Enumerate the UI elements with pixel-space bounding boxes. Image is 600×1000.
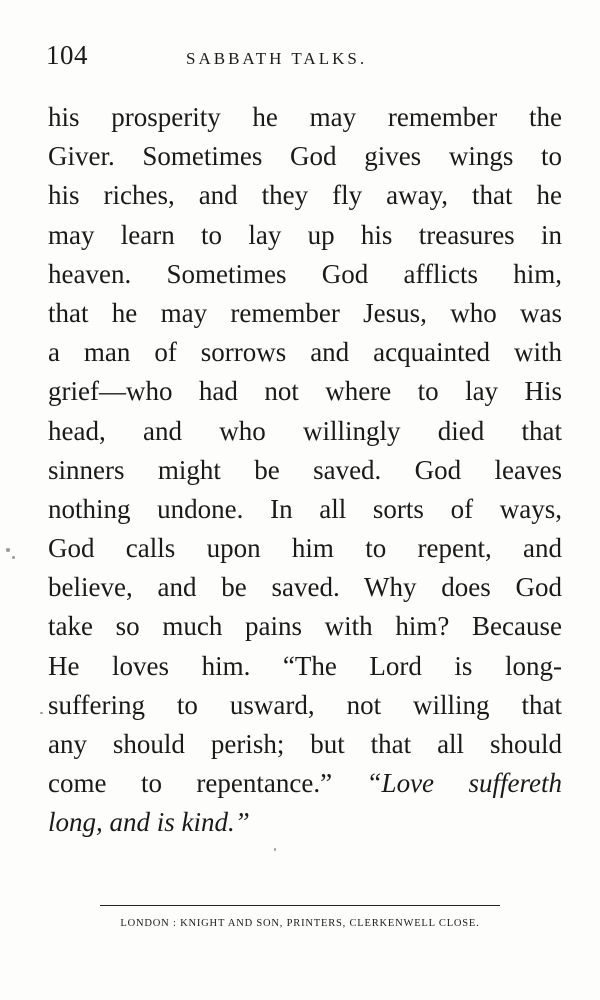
text-line: Giver. Sometimes God gives wings to: [48, 141, 562, 172]
text-line: heaven. Sometimes God afflicts him,: [48, 258, 562, 289]
body-text: [48, 98, 562, 843]
text-line: sinners might be saved. God leaves: [48, 454, 562, 485]
printer-imprint: LONDON : KNIGHT AND SON, PRINTERS, CLERKENWELL CLOSE.: [120, 918, 480, 929]
paper-speck: [12, 556, 15, 559]
footer-rule: [100, 905, 500, 906]
text-line: believe, and be saved. Why does God: [48, 572, 562, 603]
text-line-last: [48, 803, 562, 842]
running-head: SABBATH TALKS.: [186, 49, 368, 68]
page-number: 104: [46, 40, 88, 70]
paper-speck: [6, 548, 10, 552]
text-line: take so much pains with him? Because: [48, 611, 562, 642]
text-line: suffering to usward, not willing that: [48, 689, 562, 720]
paper-speck: [40, 712, 43, 714]
text-line: nothing undone. In all sorts of ways,: [48, 493, 562, 524]
text-line: may learn to lay up his treasures in: [48, 219, 562, 250]
text-line: his prosperity he may remember the: [48, 102, 562, 132]
page-header: [46, 40, 560, 76]
italic-quote-start: “Love suffereth: [366, 768, 562, 799]
paper-speck: [274, 848, 276, 851]
text-line-with-italic-quote: [48, 764, 562, 803]
text-line: God calls upon him to repent, and: [48, 533, 562, 564]
text-line: grief—who had not where to lay His: [48, 376, 562, 407]
text-line: any should perish; but that all should: [48, 729, 562, 759]
text-line: his riches, and they fly away, that he: [48, 180, 562, 211]
text-line: that he may remember Jesus, who was: [48, 297, 562, 328]
text-line: head, and who willingly died that: [48, 415, 562, 446]
text-line: He loves him. “The Lord is long-: [48, 650, 562, 681]
text-line: a man of sorrows and acquainted with: [48, 337, 562, 368]
roman-text: come to repentance.”: [48, 768, 367, 799]
italic-quote-end: long, and is kind.”: [48, 807, 250, 838]
